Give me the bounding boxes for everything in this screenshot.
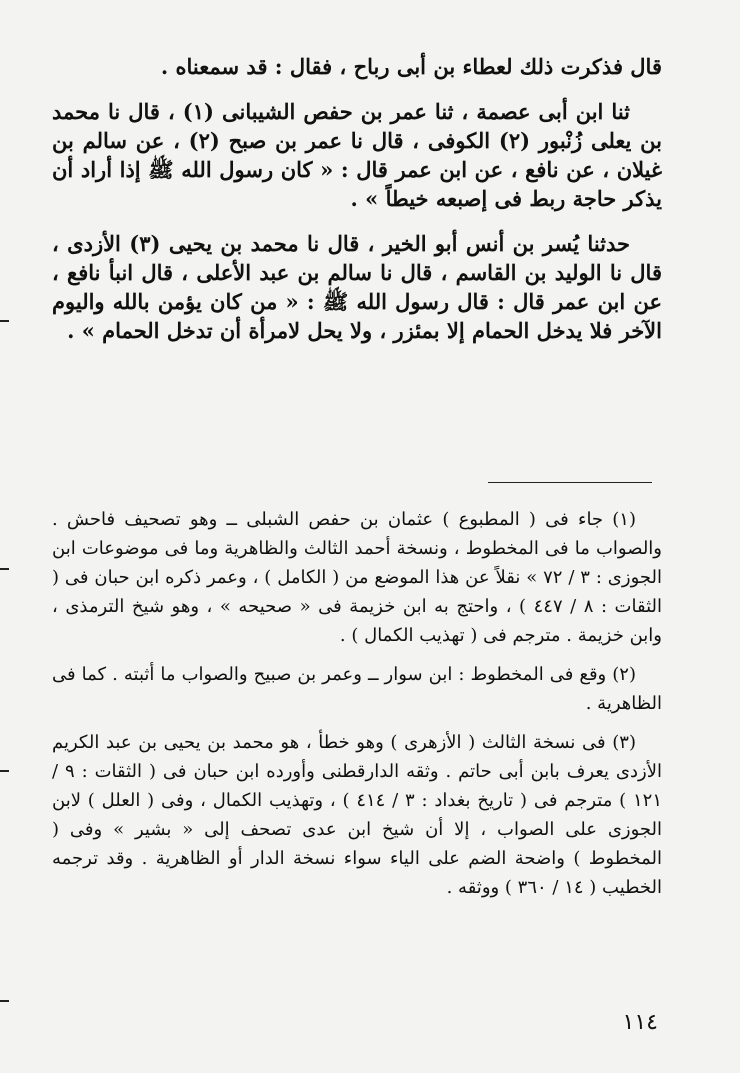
main-paragraph-3: حدثنا يُسر بن أنس أبو الخير ، قال نا محمد بن يحيى (٣) الأزدى ، قال نا الوليد بن القاسم ، قال نا سالم بن عبد الأعلى ، قال انبأ نافع ، عن ابن عمر قال : قال رسول الله ﷺ : « من كان يؤمن بالله واليوم الآخر فلا يدخل الحمام إلا بمئزر ، ولا يحل لامرأة أن تدخل الحمام » . xyxy=(52,231,662,343)
footnote-separator xyxy=(488,482,652,483)
footnote-3: (٣) فى نسخة الثالث ( الأزهرى ) وهو خطأ ، هو محمد بن يحيى بن عبد الكريم الأزدى يعرف بابن أبى حاتم . وثقه الدارقطنى وأورده ابن حبان فى ( الثقات : ٩ / ١٢١ ) مترجم فى ( تاريخ بغداد : ٣ / ٤١٤ ) ، وتهذيب الكمال ، وفى ( العلل ) لابن الجوزى على الصواب ، إلا أن شيخ ابن عدى تصحف إلى « بشير » وفى ( المخطوط ) واضحة الضم على الياء سواء نسخة الدار أو الظاهرية . وقد ترجمه الخطيب ( ١٤ / ٣٦٠ ) ووثقه . xyxy=(52,732,663,898)
scan-edge-mark xyxy=(0,320,9,322)
footnote-1: (١) جاء فى ( المطبوع ) عثمان بن حفص الشبلى ــ وهو تصحيف فاحش . والصواب ما فى المخطوط ، ونسخة أحمد الثالث والظاهرية وما فى موضوعات ابن الجوزى : ٣ / ٧٢ » نقلاً عن هذا الموضع من ( الكامل ) ، وعمر ذكره ابن حبان فى ( الثقات : ٨ / ٤٤٧ ) ، واحتج به ابن خزيمة فى « صحيحه » ، وهو شيخ الترمذى ، وابن خزيمة . مترجم فى ( تهذيب الكمال ) . xyxy=(52,509,662,646)
main-paragraph-1: قال فذكرت ذلك لعطاء بن أبى رباح ، فقال : قد سمعناه . xyxy=(160,54,662,79)
scan-edge-mark xyxy=(0,1000,9,1002)
scan-edge-mark xyxy=(0,770,9,772)
main-paragraph-2: ثنا ابن أبى عصمة ، ثنا عمر بن حفص الشيبانى (١) ، قال نا محمد بن يعلى زُنْبور (٢) الكوفى ، قال نا عمر بن صبح (٢) ، عن سالم بن غيلان ، عن نافع ، عن ابن عمر قال : « كان رسول الله ﷺ إذا أراد أن يذكر حاجة ربط فى إصبعه خيطاً » . xyxy=(52,99,662,211)
footnotes xyxy=(52,505,662,912)
scan-edge-mark xyxy=(0,568,9,570)
footnote-2: (٢) وقع فى المخطوط : ابن سوار ــ وعمر بن صبيح والصواب ما أثبته . كما فى الظاهرية . xyxy=(52,664,662,714)
main-text xyxy=(52,52,662,361)
page-number: ١١٤ xyxy=(622,1010,658,1035)
